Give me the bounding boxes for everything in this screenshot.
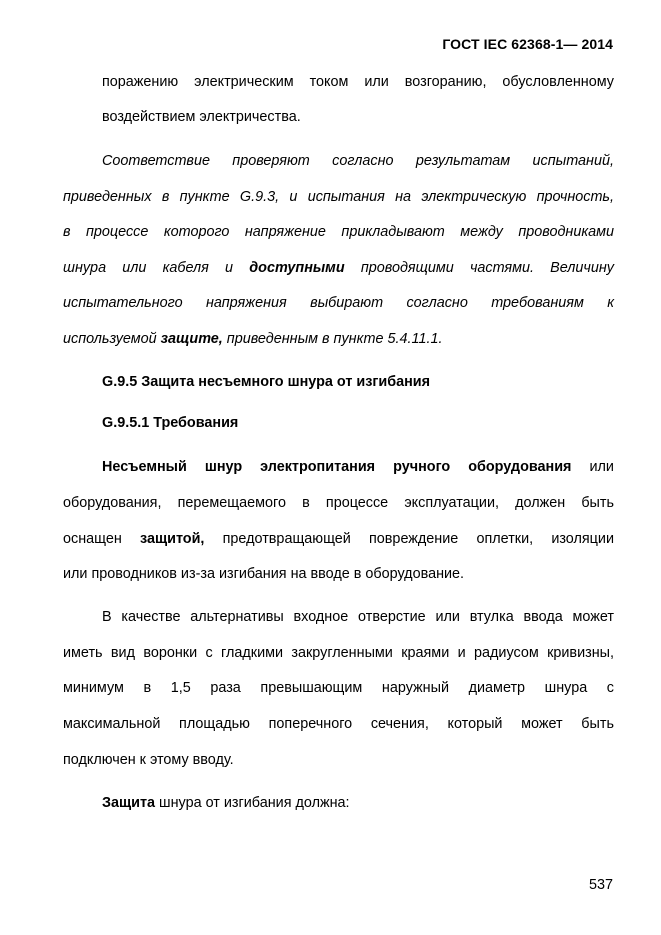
defined-term: Несъемный шнур электропитания ручного оборудования <box>102 459 572 475</box>
defined-term: Защита <box>102 795 156 811</box>
page-number: 537 <box>588 877 613 893</box>
compliance-line: испытательного напряжения выбирают согласно требованиям к <box>63 295 614 311</box>
text-run: оснащен <box>63 531 140 547</box>
paragraph-line: иметь вид воронки с гладкими закругленными краями и радиусом кривизны, <box>63 645 614 661</box>
text-run: приведенным в пункте 5.4.11.1. <box>222 331 443 347</box>
subsection-heading: G.9.5.1 Требования <box>102 415 239 431</box>
paragraph-line <box>102 793 614 813</box>
paragraph-line: поражению электрическим током или возгоранию, обусловленному <box>102 74 614 90</box>
text-run: шнура или кабеля и <box>63 260 250 276</box>
paragraph-line: воздействием электричества. <box>102 109 301 125</box>
defined-term: защитой, <box>139 531 205 547</box>
paragraph-line: или проводников из-за изгибания на вводе в оборудование. <box>63 566 465 582</box>
text-run: проводящими частями. Величину <box>344 260 614 276</box>
compliance-line: Соответствие проверяют согласно результатам испытаний, <box>102 153 614 169</box>
text-run: шнура от изгибания должна: <box>155 795 350 811</box>
defined-term: защите, <box>160 331 223 347</box>
compliance-line: в процессе которого напряжение прикладывают между проводниками <box>63 224 614 240</box>
paragraph-line: минимум в 1,5 раза превышающим наружный диаметр шнура с <box>63 680 614 696</box>
text-run: используемой <box>63 331 161 347</box>
paragraph-line: подключен к этому вводу. <box>63 752 234 768</box>
text-run: предотвращающей повреждение оплетки, изоляции <box>204 531 614 547</box>
compliance-line <box>63 258 614 278</box>
compliance-line <box>63 329 614 349</box>
compliance-line: приведенных в пункте G.9.3, и испытания на электрическую прочность, <box>63 189 614 205</box>
section-heading: G.9.5 Защита несъемного шнура от изгибания <box>102 374 431 390</box>
paragraph-line: В качестве альтернативы входное отверстие или втулка ввода может <box>102 609 614 625</box>
paragraph-line <box>63 529 614 549</box>
paragraph-line: максимальной площадью поперечного сечения, который может быть <box>63 716 614 732</box>
paragraph-line: оборудования, перемещаемого в процессе эксплуатации, должен быть <box>63 495 614 511</box>
paragraph-line <box>102 457 614 477</box>
document-header: ГОСТ IEC 62368-1— 2014 <box>442 36 613 52</box>
defined-term: доступными <box>249 260 345 276</box>
text-run: или <box>571 459 614 475</box>
